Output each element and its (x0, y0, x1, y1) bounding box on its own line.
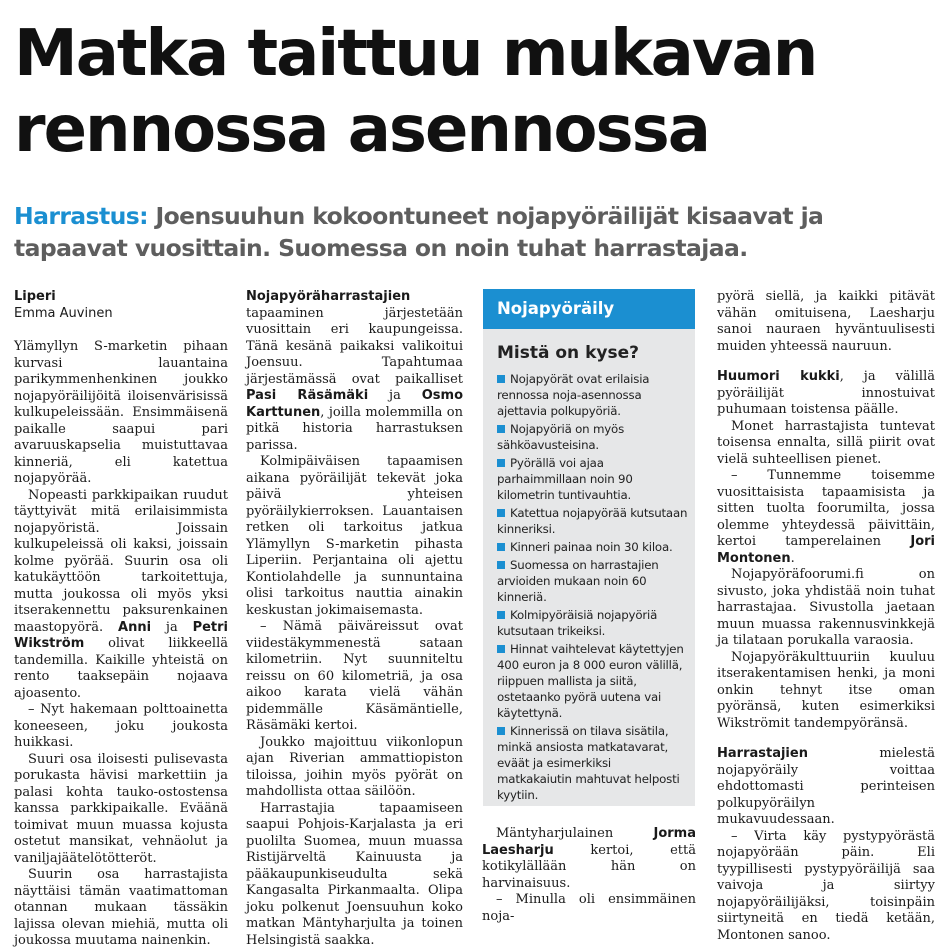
fact-item: Kinneri painaa noin 30 kiloa. (497, 539, 689, 555)
paragraph-text: . (790, 550, 795, 566)
square-bullet-icon (497, 459, 505, 467)
fact-item: Nojapyöriä on myös sähköavusteisina. (497, 422, 625, 452)
quote-paragraph: – Virta käy pystypyörästä nojapyörään päin. Eli tyypillisesti pystypyöräilijä saa vaivoja ja siirtyy nojapyöräilijäksi, toisinpäin siirtyneitä en tiedä ketään, Montonen sanoo. (717, 828, 935, 943)
paragraph (246, 289, 463, 454)
paragraph: Suurin osa harrastajista näyttäisi tämän vaatimattoman otannan mukaan tässäkin lajissa olevan miehiä, mutta oli joukossa muutama nainenkin. (14, 867, 228, 948)
fact-box-header: Nojapyöräily (483, 289, 695, 329)
paragraph: Harrastajia tapaamiseen saapui Pohjois-Karjalasta ja eri puolilta Suomea, muun muassa Ristijärveltä Kainuusta ja pääkaupunkiseudulta sekä Kangasalta Pirkanmaalta. Olipa joku polkenut Joensuuhun koko matkan Mäntyharjulta ja toinen Helsingistä saakka. (246, 800, 463, 948)
paragraph (14, 488, 228, 703)
quote-paragraph: – Nämä päiväreissut ovat viidestäkymmenestä sataan kilometriin. Nyt suunniteltu reissu on 60 kilometriä, ja osa aikoo karata vielä vähän pidemmälle Käsämäntielle, Räsämäki kertoi. (246, 619, 463, 733)
paragraph: Joukko majoittuu viikonlopun ajan Riverian ammattiopiston tiloissa, joihin myös pyörät on mahdollista ottaa säilöön. (246, 734, 463, 799)
fact-item: Suomessa on harrastajien arvioiden mukaan noin 60 kinneriä. (497, 558, 659, 604)
square-bullet-icon (497, 561, 505, 569)
byline (14, 289, 228, 322)
article-column-4 (717, 289, 935, 944)
dateline-place: Liperi (14, 289, 56, 304)
fact-box (483, 289, 695, 806)
lead-text-2: tapaavat vuosittain. Suomessa on noin tuhat harrastajaa. (14, 234, 748, 262)
paragraph-text: ja (151, 619, 193, 635)
fact-item: Katettua nojapyörää kutsutaan kinneriksi. (497, 506, 688, 536)
headline-line-2: rennossa asennossa (14, 93, 709, 167)
author-name: Emma Auvinen (14, 305, 113, 321)
fact-item: Nojapyörät ovat erilaisia rennossa noja-asennossa ajettavia polkupyöriä. (497, 372, 650, 418)
paragraph: Suuri osa iloisesti pulisevasta porukasta hävisi markettiin ja palasi kohta tauko-ostostensa kanssa parkkipaikalle. Eväänä toimivat muun muassa kojusta ostetut mansikat, vehnäolut ja vaniljajäätelötötteröt. (14, 751, 228, 866)
subhead-lead: Nojapyöräharrastajien (246, 289, 411, 304)
article-column-1 (14, 289, 228, 950)
square-bullet-icon (497, 645, 505, 653)
quote-paragraph: – Minulla oli ensimmäinen noja- (482, 892, 696, 924)
paragraph-text: , ja välillä pyöräilijät innostuivat puhumaan toistensa päälle. (717, 369, 935, 417)
paragraph-text: tapaaminen järjestetään vuosittain eri kaupungeissa. Tänä kesänä paikaksi valikoitui Joensuu. Tapahtumaa järjestämässä ovat paikalliset (246, 305, 463, 387)
headline (14, 16, 934, 168)
paragraph (717, 746, 935, 829)
square-bullet-icon (497, 727, 505, 735)
square-bullet-icon (497, 375, 505, 383)
square-bullet-icon (497, 543, 505, 551)
lead-line-1 (14, 200, 934, 232)
person-name: Pasi Räsämäki (246, 388, 369, 403)
paragraph: pyörä siellä, ja kaikki pitävät vähän omituisena, Laesharju sanoi nauraen hyväntuulisesti muiden yhteessä nauruun. (717, 289, 935, 354)
headline-line-1: Matka taittuu mukavan (14, 17, 817, 91)
subhead-lead: Huumori kukki (717, 369, 840, 384)
fact-item: Pyörällä voi ajaa parhaimmillaan noin 90 kilometrin tuntivauhtia. (497, 456, 633, 502)
lead-paragraph (14, 200, 934, 264)
square-bullet-icon (497, 425, 505, 433)
paragraph-text: , joilla molemmilla on pitkä historia harrastuksen parissa. (246, 404, 463, 453)
paragraph (717, 369, 935, 419)
fact-box-subheading: Mistä on kyse? (497, 343, 639, 363)
paragraph-text: olivat liikkeellä tandemilla. Kaikille yhteistä on rento taaksepäin nojaava ajoasento. (14, 636, 228, 701)
square-bullet-icon (497, 611, 505, 619)
lead-text-1: Joensuuhun kokoontuneet nojapyöräilijät kisaavat ja (147, 202, 824, 230)
subhead-lead: Harrastajien (717, 746, 808, 761)
paragraph: Nojapyöräkulttuuriin kuuluu itserakentamisen henki, ja moni onkin tehnyt itse oman pyöränsä, kuten esimerkiksi Wikströmit tandempyöränsä. (717, 649, 935, 731)
person-name: Jorma Laesharju (482, 826, 696, 858)
paragraph-text: mielestä nojapyöräily voittaa ehdottomasti perinteisen polkupyöräilyn mukavuudessaan. (717, 746, 935, 827)
paragraph: Kolmipäiväisen tapaamisen aikana pyöräilijät tekevät joka päivä yhteisen pyöräilykierroksen. Lauantaisen retken oli tarkoitus jatkua Ylämyllyn S-marketin pihasta Liperiin. Perjantaina oli ajettu Kontiolahdelle ja sunnuntaina olisi tarkoitus nauttia ainakin keskustan jokimaisemasta. (246, 454, 463, 618)
quote-paragraph: – Nyt hakemaan polttoainetta koneeseen, joku joukosta huikkasi. (14, 702, 228, 750)
lead-kicker: Harrastus: (14, 202, 148, 230)
person-name: Osmo Karttunen (246, 388, 464, 420)
fact-item: Kinnerissä on tilava sisätila, minkä ansiosta matkatavarat, eväät ja esimerkiksi matkakaiutin mahtuvat helposti kyytiin. (497, 724, 680, 802)
fact-list (483, 371, 695, 803)
square-bullet-icon (497, 509, 505, 517)
paragraph (482, 826, 696, 892)
paragraph-text: ja (368, 388, 422, 403)
column-3-text (482, 826, 696, 925)
paragraph: Nojapyöräfoorumi.fi on sivusto, joka yhdistää noin tuhat harrastajaa. Sivustolla jaetaan muun muassa rakennusvinkkejä ja tilataan porukalla varaosia. (717, 567, 935, 648)
paragraph: Monet harrastajista tuntevat toisensa ennalta, sillä piirit ovat vielä suhteellisen pienet. (717, 418, 935, 467)
person-name: Jori Montonen (717, 534, 935, 566)
person-name: Anni (118, 619, 152, 635)
fact-item: Kolmipyöräisiä nojapyöriä kutsutaan trikeiksi. (497, 608, 658, 638)
paragraph-text: kertoi, että kotikylällään hän on harvinaisuus. (482, 842, 696, 891)
quote-paragraph (717, 468, 935, 567)
paragraph: Ylämyllyn S-marketin pihaan kurvasi lauantaina parikymmenhenkinen joukko nojapyöräilijöitä iloisenvärisissä kulkupeleissään. Ensimmäisenä paikalle saapui pari avaruuskapselia muistuttavaa kinneriä, eli katettua nojapyörää. (14, 339, 228, 486)
article-column-2 (246, 289, 463, 949)
person-name: Petri Wikström (14, 619, 228, 651)
paragraph-text: Mäntyharjulainen (496, 826, 654, 841)
fact-item: Hinnat vaihtelevat käytettyjen 400 euron ja 8 000 euron välillä, riippuen mallista ja siitä, ostetaanko pyörä uutena vai käytettynä. (497, 642, 684, 720)
paragraph-text: – Tunnemme toisemme vuosittaisista tapaamisista ja sitten tuolta foorumilta, jossa olemme yhteydessä päivittäin, kertoi tamperelainen (717, 468, 935, 549)
paragraph-text: Nopeasti parkkipaikan ruudut täyttyivät mitä erilaisimmista nojapyöristä. Joissain kulkupeleissä oli kaksi, joissain kolme pyörää. Suurin osa oli katukäyttöön tarkoitettuja, mutta joukossa oli myös yksi itserakennettu paksurenkainen maastopyörä. (14, 487, 228, 635)
